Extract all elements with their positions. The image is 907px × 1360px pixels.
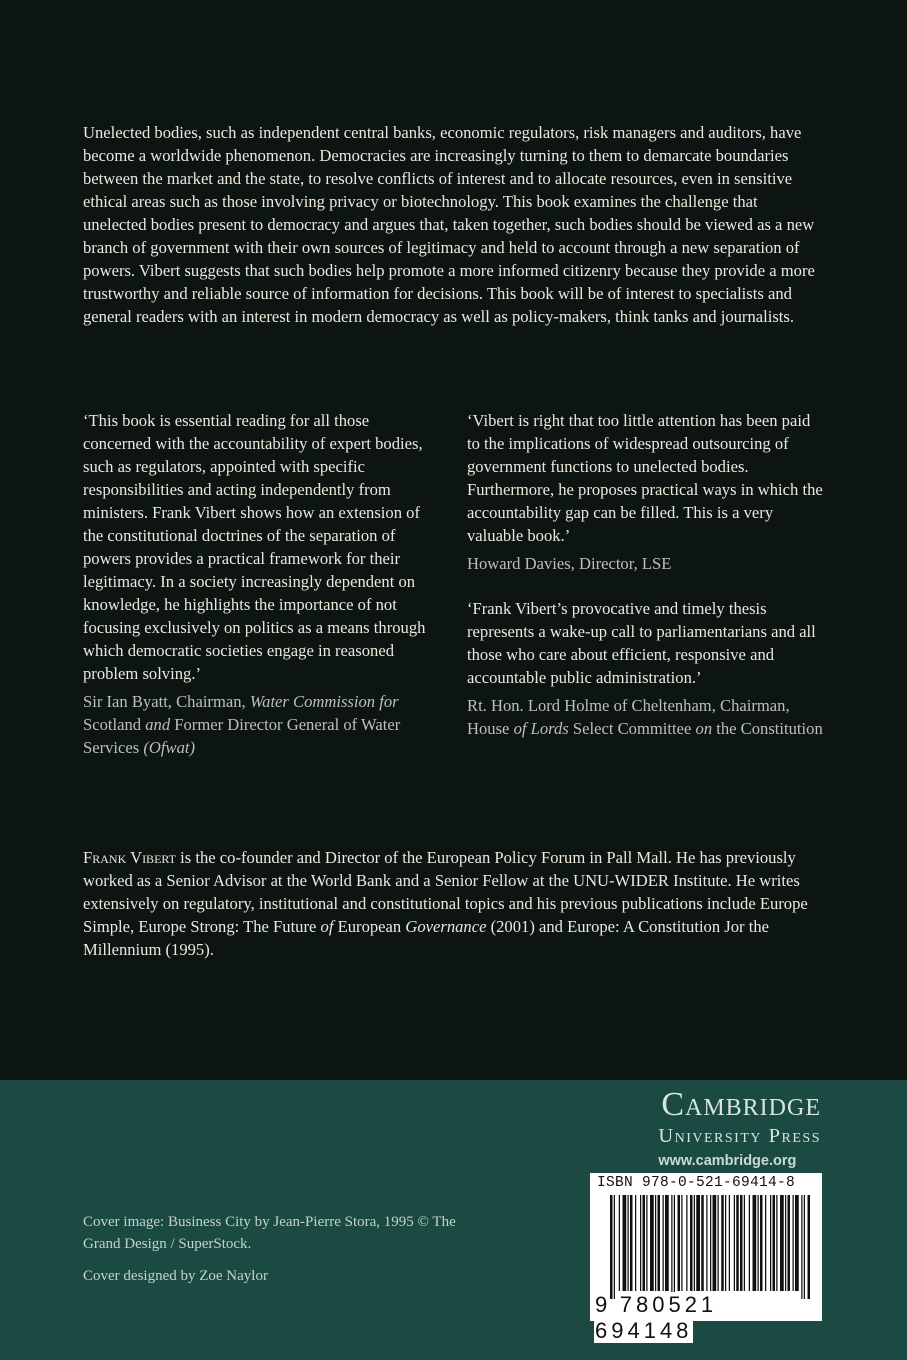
barcode-bar (655, 1195, 656, 1291)
barcode-bar (686, 1195, 687, 1291)
publisher-logo (658, 1087, 821, 1169)
barcode-bar (718, 1195, 719, 1291)
barcode-bar (623, 1195, 627, 1291)
barcode-bar (690, 1195, 693, 1291)
barcode-bar (765, 1195, 766, 1291)
barcode-bar (643, 1195, 646, 1291)
quote-column-left (83, 409, 439, 759)
barcode-bar (785, 1195, 786, 1291)
barcode-bar (770, 1195, 771, 1291)
barcode-bar (760, 1195, 763, 1291)
barcode-bar (710, 1195, 711, 1291)
cover-image-credit: Cover image: Business City by Jean-Pierre Stora, 1995 © The Grand Design / SuperStock. (83, 1214, 456, 1252)
barcode-bar (681, 1195, 682, 1291)
barcode-bar (736, 1195, 739, 1291)
barcode-bar (758, 1195, 759, 1291)
barcode-bar (729, 1195, 730, 1291)
barcode-bar (740, 1195, 743, 1291)
barcode-bar (696, 1195, 700, 1291)
barcode-bar (665, 1195, 669, 1291)
barcode-bar (788, 1195, 791, 1291)
barcode-bar (694, 1195, 695, 1291)
barcode-bar (635, 1195, 636, 1291)
barcode-bar (628, 1195, 629, 1291)
quote-holme: ‘Frank Vibert’s provocative and timely thesis represents a wake-up call to parliamentarians and all those who care about efficient, responsive and accountable public administration.’ (467, 599, 816, 687)
barcode-bar (646, 1195, 647, 1291)
publisher-url: www.cambridge.org (658, 1153, 797, 1169)
quote-column-right (467, 409, 823, 740)
barcode-bar (678, 1195, 681, 1291)
barcode-bar (650, 1195, 654, 1291)
barcode-bar (776, 1195, 777, 1291)
author-bio: Frank Vibert is the co-founder and Director of the European Policy Forum in Pall Mall. He has previously worked as a Senior Advisor at the World Bank and a Senior Fellow at the UNU-WIDER Institute. He writes extensively on regulatory, institutional and constitutional topics and his previous publications include Europe Simple, Europe Strong: The Future of European Governance (2001) and Europe: A Constitution Jor the Millennium (1995). (83, 848, 808, 959)
barcode-bar (706, 1195, 707, 1291)
quote-davies: ‘Vibert is right that too little attention has been paid to the implications of widespread outsourcing of government functions to unelected bodies. Furthermore, he proposes practical ways in which the accountability gap can be filled. This is a very valuable book.’ (467, 411, 823, 545)
barcode-bar (801, 1195, 802, 1299)
publisher-name: Cambridge (661, 1086, 821, 1123)
barcode-digits: 9 780521694148 (595, 1292, 718, 1343)
barcode-bar (619, 1195, 620, 1291)
barcode-bar (808, 1195, 811, 1299)
barcode-bar (713, 1195, 717, 1291)
barcode-bar (744, 1195, 745, 1291)
barcode-bar (804, 1195, 805, 1299)
barcode-bars (596, 1195, 816, 1299)
quote-byatt-attribution: Sir Ian Byatt, Chairman, Water Commission for Scotland and Former Director General of Water Services (Ofwat) (83, 692, 401, 757)
barcode-bar (725, 1195, 726, 1291)
quote-davies-attribution: Howard Davies, Director, LSE (467, 554, 672, 573)
quote-byatt: ‘This book is essential reading for all those concerned with the accountability of expert bodies, such as regulators, appointed with specific responsibilities and acting independently from ministers. Frank Vibert shows how an extension of the constitutional doctrines of the separation of powers provides a practical framework for their legitimacy. In a society increasingly dependent on knowledge, he highlights the importance of not focusing exclusively on politics as a means through which democratic societies engage in reasoned problem solving.’ (83, 411, 426, 683)
barcode-bar (658, 1195, 661, 1291)
barcode-bar (793, 1195, 794, 1291)
barcode-bar (749, 1195, 750, 1291)
barcode-bar (795, 1195, 799, 1291)
quote-holme-attribution: Rt. Hon. Lord Holme of Cheltenham, Chairman, House of Lords Select Committee on the Constitution (467, 696, 823, 738)
author-name: Frank Vibert (83, 848, 177, 867)
barcode-bar (630, 1195, 633, 1291)
barcode-bar (614, 1195, 615, 1299)
barcode-bar (734, 1195, 735, 1291)
barcode-bar (753, 1195, 757, 1291)
barcode-bar (701, 1195, 704, 1291)
barcode-bar (773, 1195, 776, 1291)
isbn-barcode (590, 1173, 822, 1343)
book-blurb: Unelected bodies, such as independent central banks, economic regulators, risk managers and auditors, have become a worldwide phenomenon. Democracies are increasingly turning to them to demarcate boundaries between the market and the state, to resolve conflicts of interest and to allocate resources, even in sensitive ethical areas such as those involving privacy or biotechnology. This book examines the challenge that unelected bodies present to democracy and argues that, taken together, such bodies should be viewed as a new branch of government with their own sources of legitimacy and held to account through a new separation of powers. Vibert suggests that such bodies help promote a more informed citizenry because they provide a more trustworthy and reliable source of information for decisions. This book will be of interest to specialists and general readers with an interest in modern democracy as well as policy-makers, think tanks and journalists. (83, 123, 815, 326)
barcode-bar (674, 1195, 675, 1299)
barcode-bar (610, 1195, 613, 1299)
barcode-bar (721, 1195, 724, 1291)
cover-designer-credit: Cover designed by Zoe Naylor (83, 1268, 268, 1284)
publisher-press: University Press (658, 1125, 821, 1147)
barcode-bar (640, 1195, 641, 1291)
barcode-bar (780, 1195, 784, 1291)
barcode-bar (671, 1195, 672, 1299)
isbn-label: ISBN 978-0-521-69414-8 (597, 1175, 796, 1191)
cover-credits (83, 1211, 463, 1287)
barcode-bar (663, 1195, 664, 1291)
